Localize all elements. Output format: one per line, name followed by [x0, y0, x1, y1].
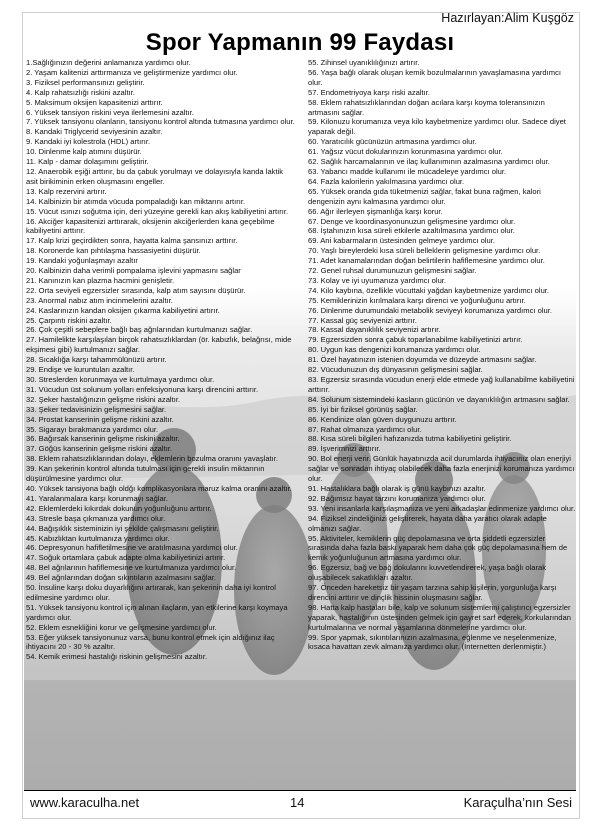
benefit-item: 99. Spor yapmak, sıkıntılarınızın azalmasına, eğlenme ve neşelenmenize, kısaca havattan zevk almanıza yardımcı olur. (İnternetten derlenmiştir.): [308, 632, 557, 652]
benefit-item: 23. Anormal nabız atım incinmelerini azaltır.: [26, 295, 173, 305]
benefit-item: 55. Zihinsel uyanıklılığınızı artırır.: [308, 58, 420, 67]
benefit-item: 82. Vücudunuzun dış dünyasının gelişmesini sağlar.: [308, 365, 483, 375]
benefit-item: 96. Egzersiz, bağ ve bağ dokularını kuvvetlendirerek, yaşa bağlı olarak oluşabilecek sakatlıkları azaltır.: [308, 563, 547, 583]
benefit-item: 20. Kalbinizin daha verimli pompalama işlevini yapmasını sağlar: [26, 266, 241, 276]
benefit-item: 78. Kassal dayanıklılık seviyenizi artırır.: [308, 325, 441, 335]
benefit-item: 17. Kalp krizi geçirdikten sonra, hayatta kalma şansınızı arttırır.: [26, 236, 238, 246]
benefit-item: 57. Endometriyoya karşı riski azaltır.: [308, 87, 430, 97]
benefit-item: 39. Kan şekerinin kontrol altında tutulması için gerekli insulin miktarının düşürülmesine yardımcı olur.: [26, 464, 265, 484]
benefit-item: 63. Yabancı madde kullanımı ile mücadeleye yardımcı olur.: [308, 166, 507, 176]
benefit-item: 29. Endişe ve kuruntuları azaltır.: [26, 365, 135, 375]
benefit-item: 69. Ani kabarmaların üstesinden gelmeye yardımcı olur.: [308, 236, 495, 246]
benefit-item: 3. Fiziksel performansınızı geliştirir.: [26, 77, 145, 87]
benefit-item: 83. Egzersiz sırasında vücudun enerji elde etmede yağ kullanabilme kabiliyetini arttırır.: [308, 375, 575, 394]
benefit-item: 80. Uygun kas dengenizi korumanıza yardımcı olur.: [308, 345, 481, 355]
benefit-item: 93. Yeni insanlarla karşılaşmanıza ve yeni arkadaşlar edinmenize yardımcı olur.: [308, 503, 576, 513]
benefit-item: 37. Göğüs kanserinin gelişme riskini azaltır.: [26, 444, 173, 454]
benefit-item: 59. Kilonuzu korumanıza veya kilo kaybetmenize yardımcı olur. Sadece diyet yaparak değil.: [308, 117, 566, 137]
benefit-item: 73. Kolay ve iyi uyumanıza yardımcı olur.: [308, 275, 447, 285]
benefit-item: 30. Streslerden korunmaya ve kurtulmaya yardımcı olur.: [26, 375, 215, 384]
benefit-item: 36. Bağırsak kanserinin gelişme riskini azaltır.: [26, 434, 180, 444]
benefit-item: 89. İşverimnizi arttırır.: [308, 444, 381, 454]
footer-divider: [24, 790, 576, 791]
benefit-item: 86. Kendinize olan güven duygunuzu arttırır.: [308, 414, 457, 424]
benefits-column-left: [26, 58, 302, 776]
benefit-item: 16. Akciğer kapasitenizi arttırarak, oksijenin akciğerlerden kana geçebilme kabiliyetini arttırır.: [26, 216, 275, 236]
benefit-item: 44. Bağışıklık sisteminizin iyi şekilde çalışmasını geliştirir.: [26, 523, 219, 533]
benefit-item: 67. Denge ve koordinasyonunuzun gelişmesine yardımcı olur.: [308, 216, 516, 226]
benefit-item: 54. Kemik erimesi hastalığı riskinin gelişmesini azaltır.: [26, 652, 208, 662]
benefit-item: 40. Yüksek tansiyona bağlı oldğı komplikasyonlara maruz kalma oranını azaltır.: [26, 483, 292, 493]
benefit-item: 94. Fiziksel zindeliğinizi geliştirerek, hayata daha yaratıcı olarak adapte olmanızı sağlar.: [308, 513, 547, 533]
benefit-item: 72. Genel ruhsal durumunuzun gelişmesini sağlar.: [308, 266, 477, 276]
benefit-item: 79. Egzersizden sonra çabuk toparlanabilme kabiliyetinizi artırır.: [308, 335, 523, 345]
benefit-item: 22. Orta seviyeli egzersizler sırasında, kalp atım sayısını düşürür.: [26, 285, 246, 295]
benefit-item: 92. Bağımsız hayat tarzını korumanıza yardımcı olur.: [308, 493, 486, 503]
benefit-item: 68. İştahınızın kısa süreli etkilerle azaltılmasına yardımcı olur.: [308, 226, 515, 236]
benefit-item: 47. Soğuk ortamlara çabuk adapte olma kabiliyetinizi artırır.: [26, 553, 226, 563]
publication-name: Karaçulha’nın Sesi: [463, 795, 572, 810]
benefit-item: 27. Hamilelikte karşılaşılan birçok rahatsızlıklardan (ör. kabızlık, belağrısı, mide ekşimesi gibi) kurtulmanızı sağlar.: [26, 335, 292, 355]
benefit-item: 31. Vücudun üst solunum yolları enfeksiyonuna karşı direncini arttırır.: [26, 384, 259, 394]
benefit-item: 50. İnsuline karşı doku duyarlılığını artırarak, kan şekerinin daha iyi kontrol edilmesine yardımcı olur.: [26, 583, 276, 602]
benefit-item: 5. Maksimum oksijen kapasitenizi arttırır.: [26, 97, 163, 107]
benefit-item: 9. Kandaki iyi kolestrola (HDL) artırır.: [26, 137, 151, 147]
benefit-item: 71. Adet kanamalarından doğan belirtilerin hafiflemesine yardımcı olur.: [308, 256, 545, 266]
benefit-item: 51. Yüksek tansiyonu kontrol için alınan ilaçların, yan etkilerine karşı koymaya yardımcı olur.: [26, 602, 288, 622]
footer-website[interactable]: www.karaculha.net: [30, 795, 140, 810]
benefit-item: 76. Dinlenme durumundaki metabolik seviyeyi korumanıza yardımcı olur.: [308, 305, 552, 315]
benefit-item: 42. Eklemlerdeki kıkırdak dokunun yoğunluğunu arttırır.: [26, 503, 212, 513]
benefit-item: 15. Vücut ısınızı soğutma için, deri yüzeyine gerekli kan akış kabiliyetini artırır.: [26, 206, 289, 216]
benefit-item: 11. Kalp - damar dolaşımını geliştirir.: [26, 157, 149, 167]
benefit-item: 21. Kanınızın kan plazma hacmini genişletir.: [26, 275, 175, 285]
benefit-item: 58. Eklem rahatsızlıklarından doğan acılara karşı koyma toleransınızın artmasını sağlar.: [308, 97, 545, 117]
benefit-item: 6. Yüksek tansiyon riskini veya ilerlemesini azaltır.: [26, 107, 194, 117]
benefit-item: 52. Eklem esnekliğini korur ve gelişmesine yardımcı olur.: [26, 622, 217, 632]
benefit-item: 49. Bel ağrılarından doğan sıkıntıların azalmasını sağlar.: [26, 573, 216, 583]
benefit-item: 98. Hatta kalp hastaları bile, kalp ve solunum sistemlerini çalıştırıcı egzersizler yaparak, hastalığının üstesinden gelmek için gayret sarf ederek, korkularından kurtulmalarına ve normal yaşamlarına dönmelerine yardımcı olur.: [308, 602, 571, 632]
benefit-item: 7. Yüksek tansiyonu olanların, tansiyonu kontrol altında tutmasına yardımcı olur.: [26, 117, 295, 127]
benefit-item: 13. Kalp rezervini artırır.: [26, 186, 107, 196]
benefit-item: 87. Rahat olmanıza yardımcı olur.: [308, 424, 422, 434]
benefit-item: 56. Yaşa bağlı olarak oluşan kemik bozulmalarının yavaşlamasına yardımcı olur.: [308, 67, 561, 87]
benefit-item: 65. Yüksek oranda gıda tüketmenizi sağlar, fakat buna rağmen, kalori dengenizin aynı kalmasına yardımcı olur.: [308, 186, 541, 206]
benefit-item: 1.Sağlığınızın değerini anlamanıza yardımcı olur.: [26, 58, 191, 67]
benefit-item: 26. Çok çeşitli sebeplere bağlı baş ağrılarından kurtulmanızı sağlar.: [26, 325, 253, 335]
benefit-item: 2. Yaşam kalitenizi arttırmanıza ve geliştirmenize yardımcı olur.: [26, 67, 238, 77]
benefit-item: 14. Kalbinizin bir atımda vücuda pompaladığı kan miktarını artırır.: [26, 196, 246, 206]
benefit-item: 32. Şeker hastalığınızın gelişme riskini azaltır.: [26, 394, 181, 404]
benefit-item: 81. Özel hayatınızın istenien doyumda ve düzeyde artmasını sağlar.: [308, 355, 537, 365]
benefit-item: 85. İyi bir fiziksel görünüş sağlar.: [308, 404, 418, 414]
page-number: 14: [290, 795, 305, 810]
benefit-item: 64. Fazla kalorilerin yakılmasına yardımcı olur.: [308, 176, 465, 186]
benefit-item: 74. Kilo kaybına, özellikle vücuttaki yağdan kaybetmenize yardımcı olur.: [308, 285, 550, 295]
benefit-item: 41. Yaralanmalara karşı korunmayı sağlar.: [26, 493, 168, 503]
benefits-column-right: [302, 58, 578, 776]
benefit-item: 97. Önceden hareketsiz bir yaşam tarzına sahip kişilerin, yorgunluğa karşı direncini arttırır ve dinçlik hissinin oluşmasını sağlar.: [308, 583, 557, 602]
benefit-item: 60. Yaratıcılık gücünüzün artmasına yardımcı olur.: [308, 137, 477, 147]
benefit-item: 10. Dinlenme kalp atımını düşürür.: [26, 147, 142, 157]
benefits-list: [26, 58, 578, 776]
benefit-item: 25. Çarpıntı riskini azaltır.: [26, 315, 112, 325]
benefit-item: 53. Eğer yüksek tansiyonunuz varsa, bunu kontrol etmek için aldığınız ilaç ihtiyacını 20 - 30 % azaltır.: [26, 632, 275, 652]
author-credit: Hazırlayan:Alim Kuşgöz: [441, 11, 574, 25]
benefit-item: 90. Bol enerji verir. Günlük hayatınızda acil durumlarda ihtiyacınız olan enerjiyi sağlar ve sonradan ihtiyaç olabilecek daha fazla enerjinizi korumanıza yardımcı olur.: [308, 454, 575, 484]
benefit-item: 24. Kaslarınızın kandan oksijen çıkarma kabiliyetini artırır.: [26, 305, 220, 315]
benefit-item: 19. Kandaki yoğunlaşmayı azaltır: [26, 256, 138, 266]
benefit-item: 4. Kalp rahatsızlığı riskini azaltır.: [26, 87, 135, 97]
benefit-item: 18. Koronerde kan pıhtılaşma hassasiyetini düşürür.: [26, 246, 201, 256]
benefit-item: 34. Prostat kanserinin gelişme riskini azaltır.: [26, 414, 174, 424]
benefit-item: 62. Sağlık harcamalarının ve ilaç kullanımının azalmasına yardımcı olur.: [308, 157, 550, 167]
benefit-item: 8. Kandaki Triglycerid seviyesinin azaltır.: [26, 127, 163, 137]
benefit-item: 33. Şeker tedavisinizin gelişmesini sağlar.: [26, 404, 167, 414]
benefit-item: 75. Kemiklerinizin kırılmalara karşı direnci ve yoğunluğunu artırır.: [308, 295, 526, 305]
benefit-item: 48. Bel ağrılarının hafiflemesine ve kurtulmanıza yardımcı olur.: [26, 563, 237, 573]
benefit-item: 70. Yaşlı bireylerdeki kısa süreli belleklerin gelişmesine yardımcı olur.: [308, 246, 541, 256]
benefit-item: 46. Depresyonun hafifletilmesine ve aratılmasına yardımcı olur.: [26, 543, 238, 553]
benefit-item: 95. Aktiviteler, kemiklerin güç depolamasına ve orta şiddetli egzersizler sırasında daha fazla baskı yaparak hem daha çok güç depolamasına hem de kemik yoğunluğunun artmasına yardımcı olur.: [308, 533, 568, 563]
benefit-item: 84. Solunum sistemindeki kasların gücünün ve dayanıklılığın artmasını sağlar.: [308, 394, 570, 404]
page-title: Spor Yapmanın 99 Faydası: [145, 29, 455, 56]
benefit-item: 91. Hastalıklara bağlı olarak iş günü kaybınızı azaltır.: [308, 483, 486, 493]
benefit-item: 66. Ağır ilerleyen şişmanlığa karşı korur.: [308, 206, 443, 216]
benefit-item: 43. Stresle başa çıkmanıza yardımcı olur.: [26, 513, 166, 523]
benefit-item: 77. Kassal güç seviyenizi arttırır.: [308, 315, 417, 325]
benefit-item: 88. Kısa süreli bilgileri hafızanızda tutma kabiliyetini geliştirir.: [308, 434, 512, 444]
benefit-item: 61. Yağsız vücut dokularınızın korunmasına yardımcı olur.: [308, 147, 503, 157]
benefit-item: 12. Anaerobik eşiği arttırır, bu da çabuk yorulmayı ve dolayısıyla kanda laktik asit birikiminin erken oluşmasını engeller.: [26, 166, 284, 186]
benefit-item: 38. Eklem rahatsızlıklarından dolayı, eklemlerin bozulma oranını yavaşlatır.: [26, 454, 278, 464]
benefit-item: 35. Sigarayı bırakmanıza yardımcı olur.: [26, 424, 159, 434]
benefit-item: 45. Kabızlıktan kurtulmanıza yardımcı olur.: [26, 533, 170, 543]
benefit-item: 28. Sıcaklığa karşı tahammülünüzü artırır.: [26, 355, 167, 365]
